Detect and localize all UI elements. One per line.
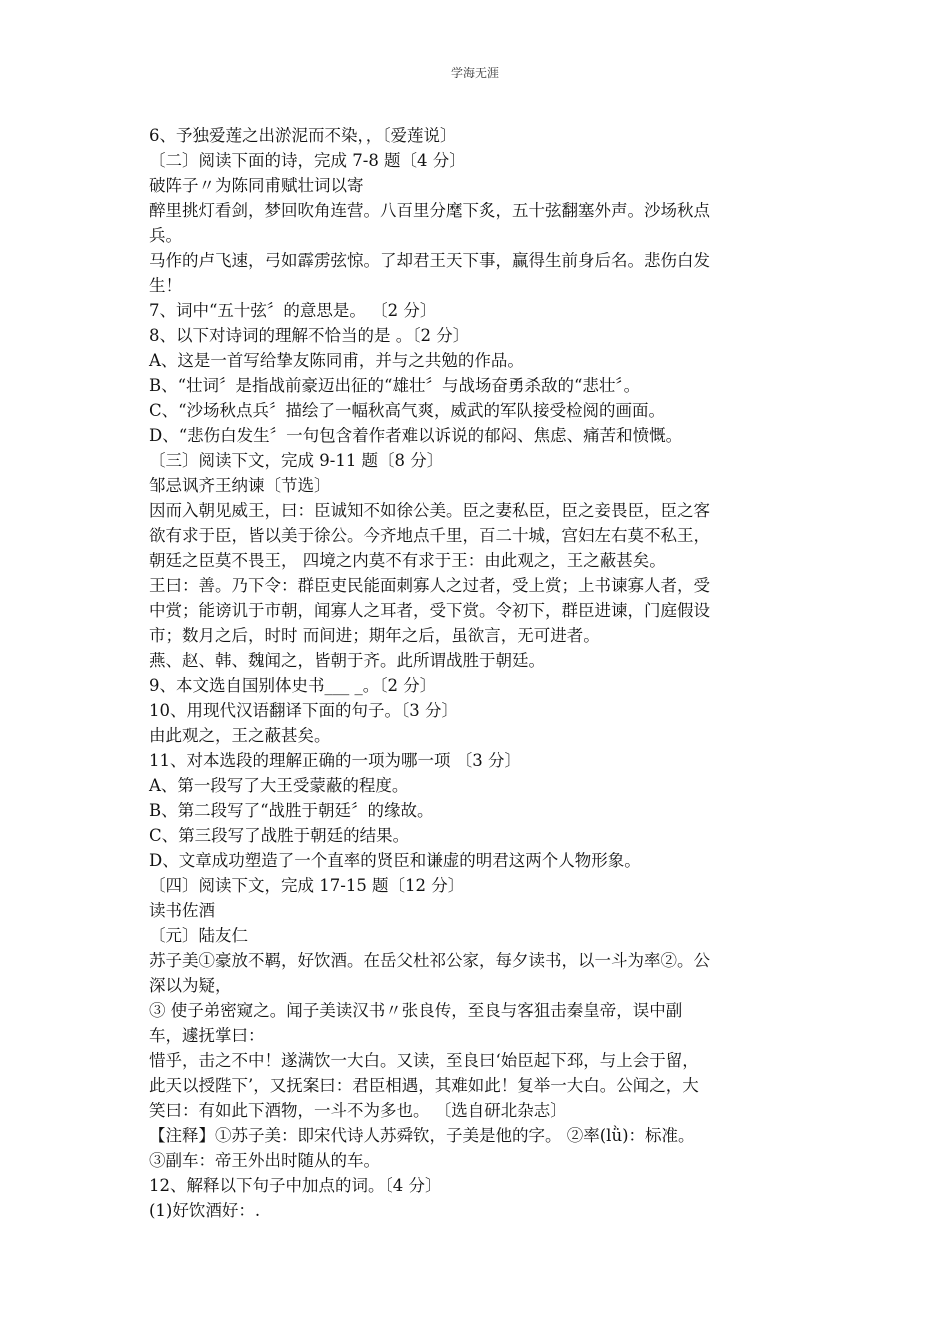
text-line: 惜乎，击之不中！遂满饮一大白。又读，至良曰‘始臣起下邳，与上会于留，	[149, 1051, 699, 1070]
text-line: 12、解释以下句子中加点的词。〔4 分〕	[149, 1176, 442, 1195]
text-line: 9、本文选自国别体史书___ _。〔2 分〕	[149, 676, 437, 695]
text-line: 邹忌讽齐王纳谏〔节选〕	[149, 476, 331, 495]
text-line: 读书佐酒	[149, 901, 215, 920]
text-line: A、第一段写了大王受蒙蔽的程度。	[149, 776, 409, 795]
text-line: 笑曰：有如此下酒物，一斗不为多也。 〔选自研北杂志〕	[149, 1101, 567, 1120]
text-line: 〔二〕阅读下面的诗，完成 7-8 题〔4 分〕	[149, 151, 466, 170]
text-line: 破阵子〃为陈同甫赋壮词以寄	[149, 176, 364, 195]
text-line: C、第三段写了战胜于朝廷的结果。	[149, 826, 410, 845]
text-line: 燕、赵、韩、魏闻之，皆朝于齐。此所谓战胜于朝廷。	[149, 651, 545, 670]
text-line: B、第二段写了“战胜于朝廷〞的缘故。	[149, 801, 434, 820]
text-line: C、“沙场秋点兵〞描绘了一幅秋高气爽，威武的军队接受检阅的画面。	[149, 401, 666, 420]
page-header: 学海无涯	[450, 66, 499, 80]
text-line: 王曰：善。乃下令：群臣吏民能面刺寡人之过者，受上赏；上书谏寡人者，受	[149, 576, 710, 595]
text-line: A、这是一首写给挚友陈同甫，并与之共勉的作品。	[149, 351, 524, 370]
text-line: 因而入朝见威王，曰：臣诚知不如徐公美。臣之妻私臣，臣之妾畏臣，臣之客	[149, 501, 710, 520]
text-line: 【注释】①苏子美：即宋代诗人苏舜钦，子美是他的字。 ②率(lǜ)：标准。	[149, 1126, 695, 1145]
document-body	[149, 123, 804, 1223]
text-line: 生！	[149, 276, 182, 295]
text-line: 由此观之，王之蔽甚矣。	[149, 726, 331, 745]
text-line: 7、词中“五十弦〞的意思是。 〔2 分〕	[149, 301, 437, 320]
text-line: 11、对本选段的理解正确的一项为哪一项 〔3 分〕	[149, 751, 521, 770]
text-line: 6、予独爱莲之出淤泥而不染，，〔爱莲说〕	[149, 126, 457, 145]
text-line: 此天以授陛下’，又抚案曰：君臣相遇，其难如此！复举一大白。公闻之，大	[149, 1076, 699, 1095]
text-line: (1)好饮酒好：.	[149, 1201, 261, 1220]
text-line: 〔元〕陆友仁	[149, 926, 248, 945]
text-line: 市；数月之后，时时 而间进；期年之后，虽欲言，无可进者。	[149, 626, 600, 645]
text-line: 深以为疑，	[149, 976, 232, 995]
text-line: 欲有求于臣，皆以美于徐公。今齐地点千里，百二十城，宫妇左右莫不私王，	[149, 526, 710, 545]
text-line: 10、用现代汉语翻译下面的句子。〔3 分〕	[149, 701, 458, 720]
text-line: 〔三〕阅读下文，完成 9-11 题〔8 分〕	[149, 451, 444, 470]
text-line: ③ 使子弟密窥之。闻子美读汉书〃张良传，至良与客狙击秦皇帝，误中副	[149, 1001, 683, 1020]
text-line: 朝廷之臣莫不畏王， 四境之内莫不有求于王：由此观之，王之蔽甚矣。	[149, 551, 666, 570]
text-line: 中赏；能谤讥于市朝，闻寡人之耳者，受下赏。令初下，群臣进谏，门庭假设	[149, 601, 710, 620]
text-line: 车，遽抚掌曰：	[149, 1026, 265, 1045]
text-line: 〔四〕阅读下文，完成 17-15 题〔12 分〕	[149, 876, 465, 895]
text-line: ③副车：帝王外出时随从的车。	[149, 1151, 380, 1170]
text-line: D、文章成功塑造了一个直率的贤臣和谦虚的明君这两个人物形象。	[149, 851, 641, 870]
text-line: 马作的卢飞速，弓如霹雳弦惊。了却君王天下事，赢得生前身后名。悲伤白发	[149, 251, 710, 270]
text-line: B、“壮词〞是指战前豪迈出征的“雄壮〞与战场奋勇杀敌的“悲壮〞。	[149, 376, 641, 395]
text-line: 醉里挑灯看剑，梦回吹角连营。八百里分麾下炙，五十弦翻塞外声。沙场秋点	[149, 201, 710, 220]
text-line: 苏子美①豪放不羁，好饮酒。在岳父杜祁公家，每夕读书，以一斗为率②。公	[149, 951, 710, 970]
text-line: 兵。	[149, 226, 182, 245]
text-line: D、“悲伤白发生〞一句包含着作者难以诉说的郁闷、焦虑、痛苦和愤慨。	[149, 426, 683, 445]
text-line: 8、以下对诗词的理解不恰当的是 。〔2 分〕	[149, 326, 470, 345]
